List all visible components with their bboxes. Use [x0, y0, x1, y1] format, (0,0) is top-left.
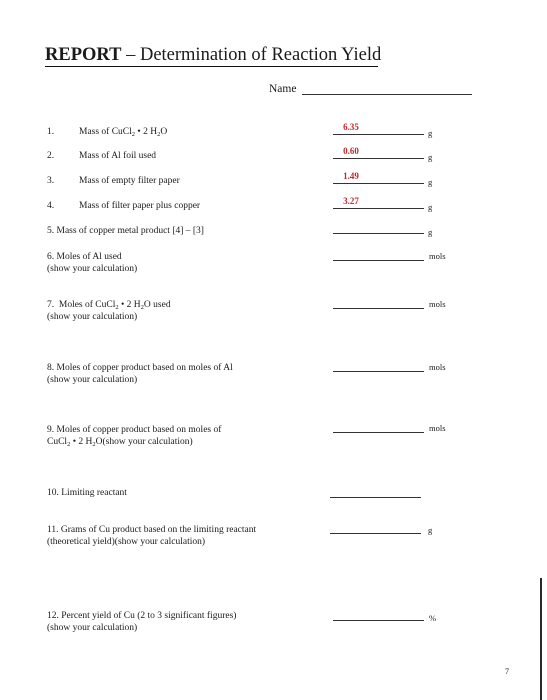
item-4-answer-line[interactable]: [333, 208, 424, 209]
item-3-label: Mass of empty filter paper: [79, 176, 180, 186]
item-12-answer-line[interactable]: [333, 620, 424, 621]
item-7-answer-line[interactable]: [333, 308, 424, 309]
item-2-value: 0.60: [343, 146, 359, 156]
page-number: 7: [505, 667, 509, 676]
item-1-answer-line[interactable]: [333, 134, 424, 135]
page-edge-shadow: [540, 578, 542, 700]
item-4-unit: g: [428, 202, 433, 212]
item-3-answer-line[interactable]: [333, 183, 424, 184]
item-1-label: Mass of CuCl$_2$ • 2 $H_2O$: [79, 127, 168, 138]
page-title: [45, 45, 382, 67]
item-8-label: 8. Moles of copper product based on moles of Al: [47, 363, 233, 373]
title-rest: – Determination of Reaction Yield: [121, 45, 382, 65]
item-11-label: 11. Grams of Cu product based on the limiting reactant: [47, 525, 257, 535]
item-6-label: 6. Moles of Al used: [47, 252, 122, 262]
item-4-number: 4.: [47, 201, 55, 211]
item-6-instruction: (show your calculation): [47, 264, 138, 274]
item-2-answer-line[interactable]: [333, 158, 424, 159]
item-7-label: 7. Moles of CuCl$_2$ • 2 $H_2O$ used: [47, 300, 171, 311]
item-1-value: 6.35: [343, 122, 359, 132]
name-field-line[interactable]: [302, 94, 472, 95]
item-8-unit: mols: [429, 362, 446, 372]
item-9-label: 9. Moles of copper product based on moles of: [47, 425, 222, 435]
item-10-label: 10. Limiting reactant: [47, 488, 127, 498]
item-8-instruction: (show your calculation): [47, 375, 138, 385]
item-4-label: Mass of filter paper plus copper: [79, 201, 201, 211]
item-5-label: 5. Mass of copper metal product [4] – [3]: [47, 226, 204, 236]
item-7-instruction: (show your calculation): [47, 312, 138, 322]
item-11-instruction: (theoretical yield)(show your calculation): [47, 537, 206, 547]
item-12-unit: %: [429, 613, 437, 623]
item-8-answer-line[interactable]: [333, 371, 424, 372]
item-9-unit: mols: [429, 423, 446, 433]
item-3-unit: g: [428, 177, 433, 187]
item-3-number: 3.: [47, 176, 55, 186]
item-2-label: Mass of Al foil used: [79, 151, 157, 161]
item-6-unit: mols: [429, 251, 446, 261]
item-1-unit: g: [428, 128, 433, 138]
item-9-answer-line[interactable]: [333, 432, 424, 433]
item-3-value: 1.49: [343, 171, 359, 181]
item-12-instruction: (show your calculation): [47, 623, 138, 633]
item-2-number: 2.: [47, 151, 55, 161]
item-5-answer-line[interactable]: [333, 233, 424, 234]
item-1-number: 1.: [47, 127, 55, 137]
item-4-value: 3.27: [343, 196, 359, 206]
item-6-answer-line[interactable]: [333, 260, 424, 261]
item-12-label: 12. Percent yield of Cu (2 to 3 significant figures): [47, 611, 237, 621]
item-9-instruction: CuCl$_2$ • 2 $H_2O(show$ your calculation): [47, 437, 193, 448]
name-label: Name: [269, 83, 297, 95]
item-7-unit: mols: [429, 299, 446, 309]
item-5-unit: g: [428, 227, 433, 237]
item-2-unit: g: [428, 152, 433, 162]
item-10-answer-line[interactable]: [330, 497, 421, 498]
title-bold: REPORT: [45, 45, 122, 65]
item-11-unit: g: [428, 525, 433, 535]
item-11-answer-line[interactable]: [330, 533, 421, 534]
